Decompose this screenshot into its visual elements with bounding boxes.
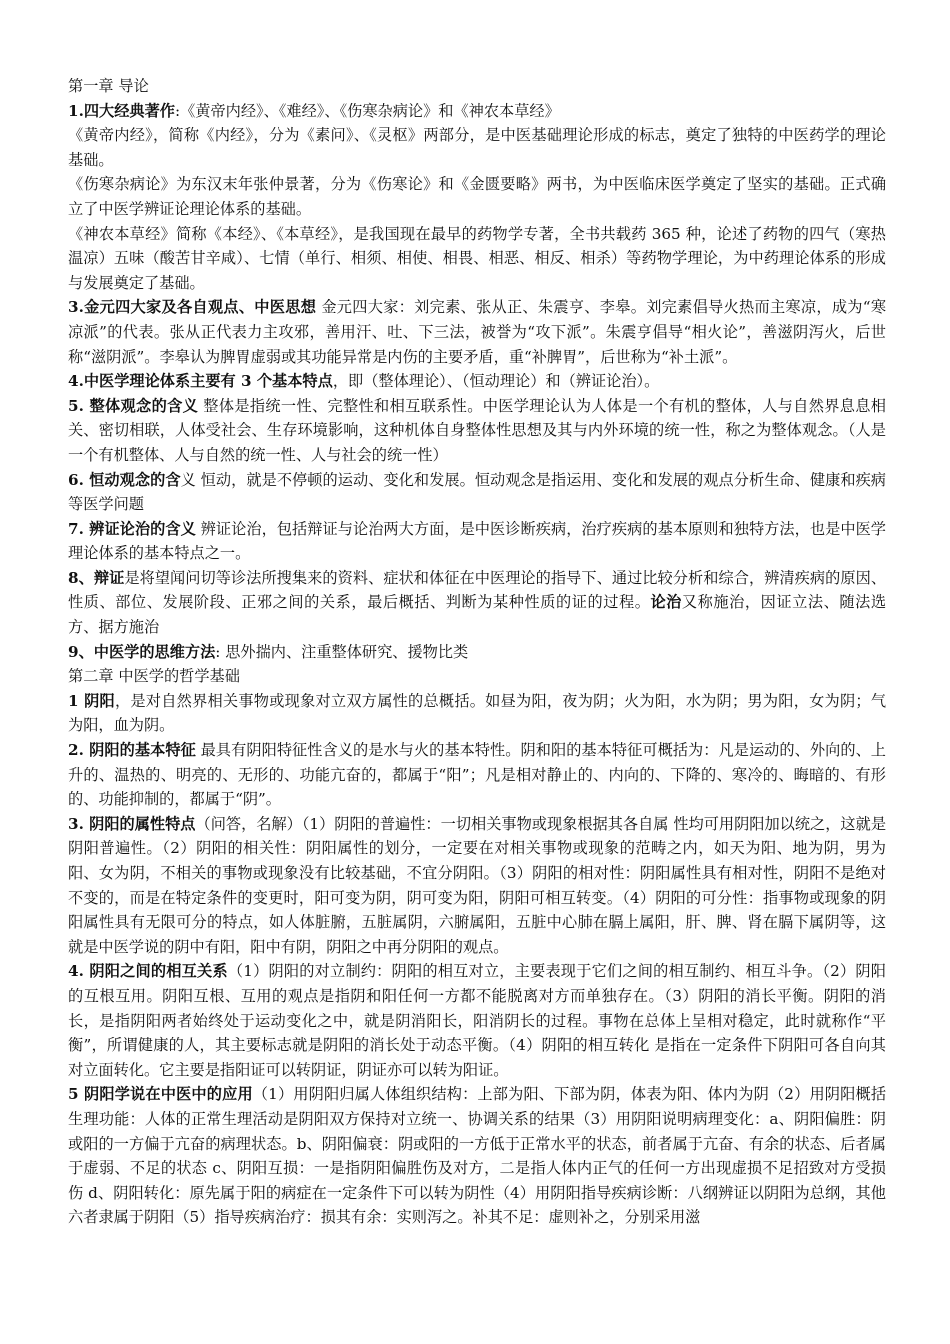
ch2-paragraph-3-text: （问答，名解）（1）阴阳的普遍性：一切相关事物或现象根据其各自属 性均可用阴阳加以统之，这就是阴阳普遍性。（2）阴阳的相关性：阴阳属性的划分，一定要在对相关事物或现象的范畴之内，如天为阳、地为阴，男为阳、女为阴，不相关的事物或现象没有比较基础，不宜分阴阳。（3）阴阳的相对性：阴阳属性具有相对性，阴阳不是绝对不变的，而是在特定条件的变更时，阳可变为阴，阴可变为阳，阴阳可相互转变。（4）阴阳的可分性：指事物或现象的阴阳属性具有无限可分的特点，如人体脏腑，五脏属阴，六腑属阳，五脏中心肺在膈上属阳，肝、脾、肾在膈下属阴等，这就是中医学说的阴中有阳，阳中有阴，阴阳之中再分阴阳的观点。 bbox=[68, 814, 887, 956]
ch2-paragraph-5-text: （1）用阴阳归属人体组织结构：上部为阳、下部为阴，体表为阳、体内为阴（2）用阴阳概括生理功能：人体的正常生理活动是阴阳双方保持对立统一、协调关系的结果（3）用阴阳说明病理变化：a、阴阳偏胜：阴或阳的一方偏于亢奋的病理状态。b、阴阳偏衰：阴或阳的一方低于正常水平的状态，前者属于亢奋、有余的状态、后者属于虚弱、不足的状态 c、阴阳互损：一是指阴阳偏胜伤及对方，二是指人体内正气的任何一方出现虚损不足招致对方受损伤 d、阴阳转化：原先属于阳的病症在一定条件下可以转为阴性（4）用阴阳指导疾病诊断：八纲辨证以阴阳为总纲，其他六者隶属于阴阳（5）指导疾病治疗：损其有余：实则泻之。补其不足：虚则补之，分别采用滋 bbox=[68, 1085, 887, 1227]
paragraph-1 bbox=[68, 99, 886, 124]
paragraph-8-heading: 8、辩证 bbox=[68, 568, 125, 587]
paragraph-3 bbox=[68, 295, 886, 369]
paragraph-8-text-2: 又称施治，因证立法、随法选方、据方施治 bbox=[68, 593, 887, 637]
paragraph-4 bbox=[68, 369, 886, 394]
paragraph-8 bbox=[68, 566, 886, 640]
ch2-paragraph-1-heading: 1 阴阳 bbox=[68, 691, 115, 710]
paragraph-7 bbox=[68, 517, 886, 566]
paragraph-5-heading: 5. 整体观念的含义 bbox=[68, 396, 199, 415]
paragraph-6-text: 义 恒动，就是不停顿的运动、变化和发展。恒动观念是指运用、变化和发展的观点分析生命、健康和疾病等医学问题 bbox=[68, 470, 886, 514]
paragraph-6 bbox=[68, 468, 886, 517]
paragraph-neijing bbox=[68, 123, 886, 172]
paragraph-1-text: :《黄帝内经》、《难经》、《伤寒杂病论》和《神农本草经》 bbox=[174, 101, 560, 120]
paragraph-9 bbox=[68, 640, 886, 665]
paragraph-bencao-text: 《神农本草经》简称《本经》、《本草经》，是我国现在最早的药物学专著，全书共载药 365 种，论述了药物的四气（寒热温凉）五味（酸苦甘辛咸）、七情（单行、相须、相使、相畏、相恶、相反、相杀）等药物学理论，为中药理论体系的形成与发展奠定了基础。 bbox=[68, 224, 886, 292]
ch2-paragraph-2-heading: 2. 阴阳的基本特征 bbox=[68, 741, 196, 760]
paragraph-3-text: 金元四大家：刘完素、张从正、朱震亨、李皋。刘完素倡导火热而主寒凉，成为“寒凉派”的代表。张从正代表力主攻邪，善用汗、吐、下三法，被誉为“攻下派”。朱震亨倡导“相火论”，善滋阴泻火，后世称“滋阴派”。李皋认为脾胃虚弱或其功能异常是内伤的主要矛盾，重“补脾胃”，后世称为“补土派”。 bbox=[68, 298, 887, 366]
paragraph-shanghan bbox=[68, 172, 886, 221]
ch2-paragraph-5 bbox=[68, 1082, 886, 1230]
paragraph-5-text: 整体是指统一性、完整性和相互联系性。中医学理论认为人体是一个有机的整体，人与自然界息息相关、密切相联，人体受社会、生存环境影响，这种机体自身整体性思想及其与内外环境的统一性，称之为整体观念。（人是一个有机整体、人与自然的统一性、人与社会的统一性） bbox=[68, 396, 886, 464]
chapter-1-title: 第一章 导论 bbox=[68, 77, 149, 95]
paragraph-8-text: 是将望闻问切等诊法所搜集来的资料、症状和体征在中医理论的指导下、通过比较分析和综合，辨清疾病的原因、性质、部位、发展阶段、正邪之间的关系，最后概括、判断为某种性质的证的过程。 bbox=[68, 568, 886, 612]
ch2-paragraph-2 bbox=[68, 738, 886, 812]
paragraph-neijing-text: 《黄帝内经》，简称《内经》，分为《素问》、《灵枢》两部分，是中医基础理论形成的标志，奠定了独特的中医药学的理论基础。 bbox=[68, 126, 886, 169]
ch2-paragraph-1-text: ，是对自然界相关事物或现象对立双方属性的总概括。如昼为阳，夜为阴；火为阳，水为阴；男为阳，女为阴；气为阳，血为阴。 bbox=[68, 691, 887, 735]
ch2-paragraph-2-text: 最具有阴阳特征性含义的是水与火的基本特性。阴和阳的基本特征可概括为：凡是运动的、外向的、上升的、温热的、明亮的、无形的、功能亢奋的，都属于“阳”；凡是相对静止的、内向的、下降的、寒冷的、晦暗的、有形的、功能抑制的，都属于“阴”。 bbox=[68, 741, 886, 809]
paragraph-3-heading: 3.金元四大家及各自观点、中医思想 bbox=[68, 298, 317, 317]
ch2-paragraph-5-heading: 5 阴阳学说在中医中的应用 bbox=[68, 1085, 253, 1104]
ch2-paragraph-3-heading: 3. 阴阳的属性特点 bbox=[68, 814, 196, 833]
paragraph-9-text: : 思外揣内、注重整体研究、援物比类 bbox=[215, 642, 469, 661]
paragraph-9-heading: 9、中医学的思维方法 bbox=[68, 642, 216, 661]
paragraph-5 bbox=[68, 394, 886, 468]
paragraph-8-heading-2: 论治 bbox=[650, 593, 682, 612]
chapter-2-title: 第二章 中医学的哲学基础 bbox=[68, 667, 240, 686]
ch2-paragraph-4-text: （1）阴阳的对立制约：阴阳的相互对立，主要表现于它们之间的相互制约、相互斗争。（2）阴阳的互根互用。阴阳互根、互用的观点是指阴和阳任何一方都不能脱离对方而单独存在。（3）阴阳的消长平衡。阴阳的消长，是指阴阳两者始终处于运动变化之中，就是阴消阳长，阳消阴长的过程。事物在总体上呈相对稳定，此时就称作“平衡”，所谓健康的人，其主要标志就是阴阳的消长处于动态平衡。（4）阴阳的相互转化 是指在一定条件下阴阳可各自向其对立面转化。它主要是指阳证可以转阴证，阴证亦可以转为阳证。 bbox=[68, 962, 886, 1079]
paragraph-4-heading: 4.中医学理论体系主要有 3 个基本特点 bbox=[68, 372, 333, 391]
ch2-paragraph-4 bbox=[68, 959, 886, 1082]
document-page bbox=[68, 74, 886, 1230]
paragraph-6-heading: 6. 恒动观念的含 bbox=[68, 470, 181, 489]
ch2-paragraph-1 bbox=[68, 689, 886, 738]
ch2-paragraph-3 bbox=[68, 812, 886, 960]
paragraph-bencao bbox=[68, 222, 886, 296]
ch2-paragraph-4-heading: 4. 阴阳之间的相互关系 bbox=[68, 962, 228, 981]
paragraph-7-text: 辨证论治，包括辩证与论治两大方面，是中医诊断疾病，治疗疾病的基本原则和独特方法，也是中医学理论体系的基本特点之一。 bbox=[68, 519, 886, 563]
paragraph-shanghan-text: 《伤寒杂病论》为东汉末年张仲景著，分为《伤寒论》和《金匮要略》两书，为中医临床医学奠定了坚实的基础。正式确立了中医学辨证论理论体系的基础。 bbox=[68, 175, 886, 218]
paragraph-7-heading: 7. 辨证论治的含义 bbox=[68, 519, 196, 538]
paragraph-4-text: ，即（整体理论）、（恒动理论）和（辨证论治）。 bbox=[332, 372, 660, 391]
paragraph-1-heading: 1.四大经典著作 bbox=[68, 101, 175, 120]
